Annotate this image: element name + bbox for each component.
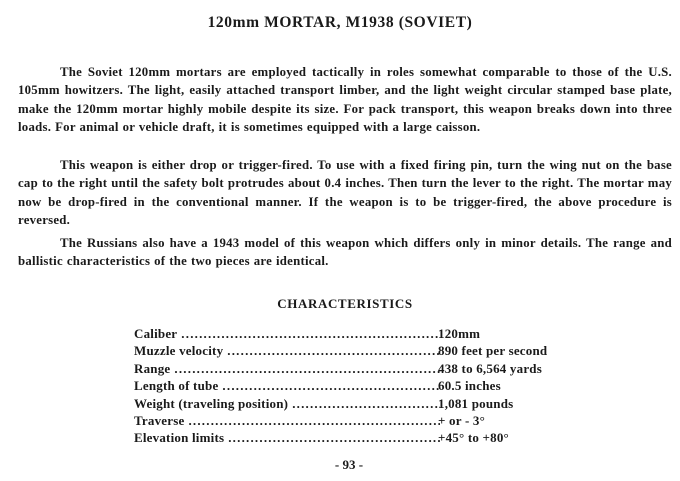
characteristics-table: [134, 325, 594, 447]
characteristic-row: [134, 429, 594, 446]
dot-leader: [224, 429, 440, 446]
characteristic-value: + or - 3°: [438, 412, 486, 428]
characteristic-label: Length of tube: [134, 378, 219, 394]
paragraph-models: The Russians also have a 1943 model of this weapon which differs only in minor details. The range and ballistic characteristics of the two pieces are identical.: [18, 236, 672, 269]
characteristic-label: Muzzle velocity: [134, 343, 224, 359]
dot-leader: [170, 360, 440, 377]
characteristic-label: Weight (traveling position): [134, 395, 289, 411]
dot-leader: [177, 325, 440, 342]
characteristic-row: [134, 342, 594, 359]
characteristic-value: 1,081 pounds: [438, 395, 514, 411]
characteristic-label: Traverse: [134, 412, 185, 428]
page-title: 120mm MORTAR, M1938 (SOVIET): [207, 14, 473, 31]
characteristic-row: [134, 412, 594, 429]
characteristic-row: [134, 377, 594, 394]
dot-leader: [288, 395, 440, 412]
characteristic-value: 438 to 6,564 yards: [438, 360, 542, 376]
characteristic-value: +45° to +80°: [438, 430, 509, 446]
characteristic-label: Elevation limits: [134, 430, 225, 446]
characteristic-value: 120mm: [438, 326, 481, 341]
characteristic-row: [134, 395, 594, 412]
characteristic-row: [134, 325, 594, 342]
dot-leader: [184, 412, 440, 429]
dot-leader: [218, 377, 440, 394]
characteristic-label: Caliber: [134, 326, 178, 341]
dot-leader: [223, 342, 440, 359]
characteristic-value: 60.5 inches: [438, 378, 501, 394]
characteristic-value: 890 feet per second: [438, 343, 548, 359]
page-number: - 93 -: [334, 457, 364, 472]
paragraph-intro: The Soviet 120mm mortars are employed tactically in roles somewhat comparable to those of the U.S. 105mm howitzers. The light, easily attached transport limber, and the light weight circular stamped base plate, make the 120mm mortar highly mobile despite its size. For pack transport, this weapon breaks down into three loads. For animal or vehicle draft, it is sometimes equipped with a large caisson.: [18, 65, 672, 135]
characteristics-heading: CHARACTERISTICS: [277, 296, 413, 311]
characteristic-row: [134, 360, 594, 377]
characteristic-label: Range: [134, 360, 171, 376]
paragraph-firing: This weapon is either drop or trigger-fired. To use with a fixed firing pin, turn the wing nut on the base cap to the right until the safety bolt protrudes about 0.4 inches. Then turn the lever to the right. The mortar may now be drop-fired in the conventional manner. If the weapon is to be trigger-fired, the above procedure is reversed.: [18, 158, 672, 228]
